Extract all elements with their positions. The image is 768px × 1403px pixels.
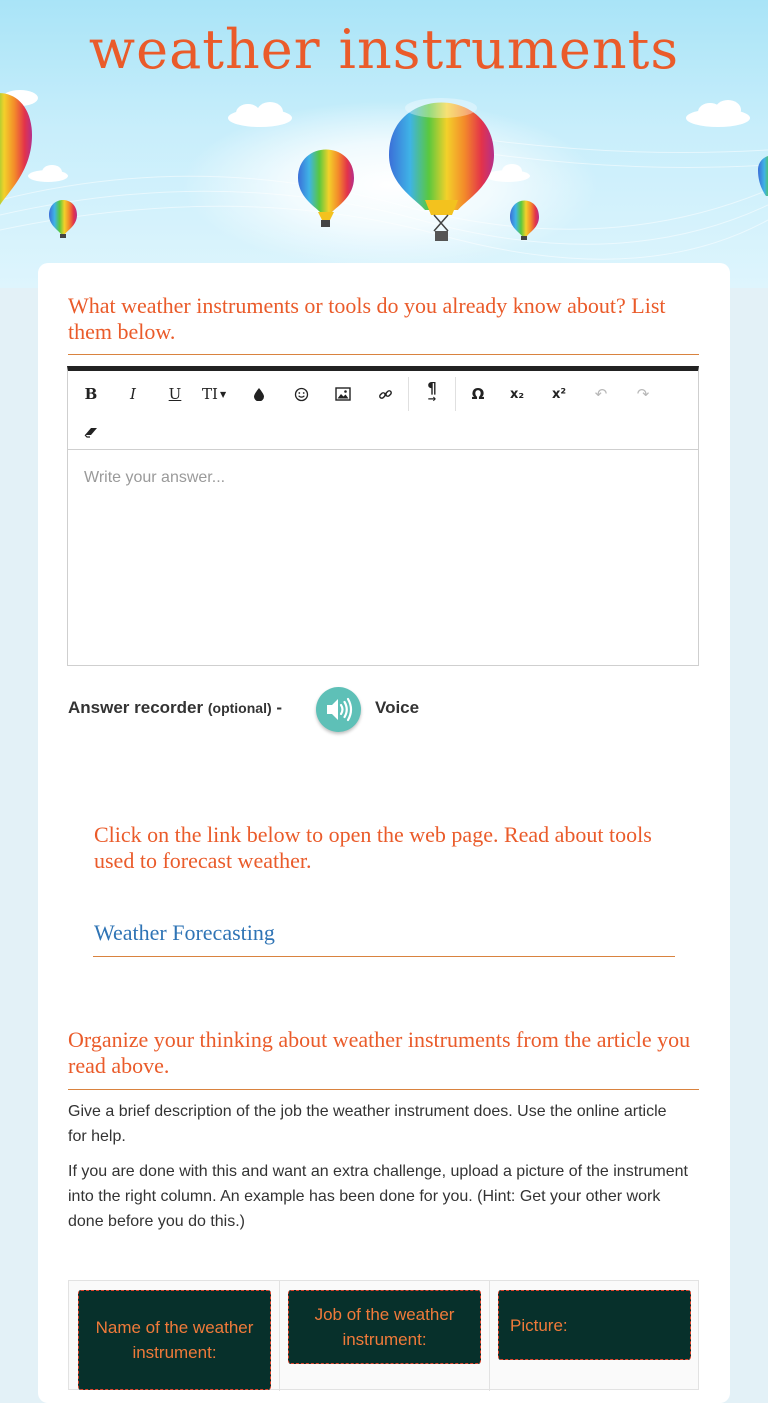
clear-formatting-button[interactable] [78,419,104,445]
redo-icon: ↷ [636,385,650,403]
header-banner [0,0,768,288]
insert-link-button[interactable] [372,381,398,407]
divider [68,354,699,355]
balloon-icon [49,200,77,238]
instruction-paragraph: If you are done with this and want an extra challenge, upload a picture of the instrument into the right column. An example has been done for you. (Hint: Get your other work done before you do this.) [68,1163,688,1230]
rich-text-editor [67,366,699,666]
superscript-button[interactable]: x² [551,386,567,402]
question-title: What weather instruments or tools do you already know about? List them below. [68,293,666,344]
bold-button[interactable]: B [84,385,98,403]
weather-forecasting-link[interactable]: Weather Forecasting [94,920,275,945]
image-icon [335,387,351,401]
paragraph-direction-button[interactable] [419,381,445,407]
balloon-icon [0,93,32,205]
speaker-icon [316,687,361,732]
editor-toolbar [68,371,698,450]
answer-recorder-label: Answer recorder (optional) - [68,698,283,717]
voice-record-button[interactable] [316,687,361,732]
text-size-label: TI [202,385,218,403]
pilcrow-icon: ¶ [427,379,437,397]
underline-button[interactable]: U [168,385,182,403]
instrument-table [68,1280,699,1390]
divider [93,956,675,957]
link-icon [378,387,393,402]
special-character-button[interactable]: Ω [471,385,485,403]
redo-button[interactable] [630,381,656,407]
smiley-icon [294,387,309,402]
voice-label: Voice [375,698,420,717]
question-title: Organize your thinking about weather instruments from the article you read above. [68,1027,691,1078]
balloon-icon [389,98,494,241]
link-instruction: Click on the link below to open the web page. Read about tools used to forecast weather. [94,822,652,873]
droplet-icon [252,387,266,401]
instruction-paragraph: Give a brief description of the job the weather instrument does. Use the online article for help. [68,1103,667,1145]
table-header-job: Job of the weather instrument: [288,1290,481,1364]
divider [68,1089,699,1090]
eraser-icon [83,426,99,438]
subscript-button[interactable]: x₂ [509,386,525,402]
chevron-down-icon: ▼ [219,389,227,399]
insert-image-button[interactable] [330,381,356,407]
emoji-button[interactable] [288,381,314,407]
text-color-button[interactable] [246,381,272,407]
answer-textarea[interactable]: Write your answer... [84,469,226,486]
balloon-icon [510,201,539,241]
undo-button[interactable] [588,381,614,407]
undo-icon: ↶ [594,385,608,403]
page-title: weather instruments [88,18,680,81]
italic-button[interactable]: I [130,385,136,403]
text-size-dropdown[interactable] [202,381,226,407]
table-header-picture: Picture: [498,1290,691,1360]
arrow-right-icon: → [427,394,437,405]
table-header-name: Name of the weather instrument: [78,1290,271,1390]
balloon-icon [758,155,768,196]
